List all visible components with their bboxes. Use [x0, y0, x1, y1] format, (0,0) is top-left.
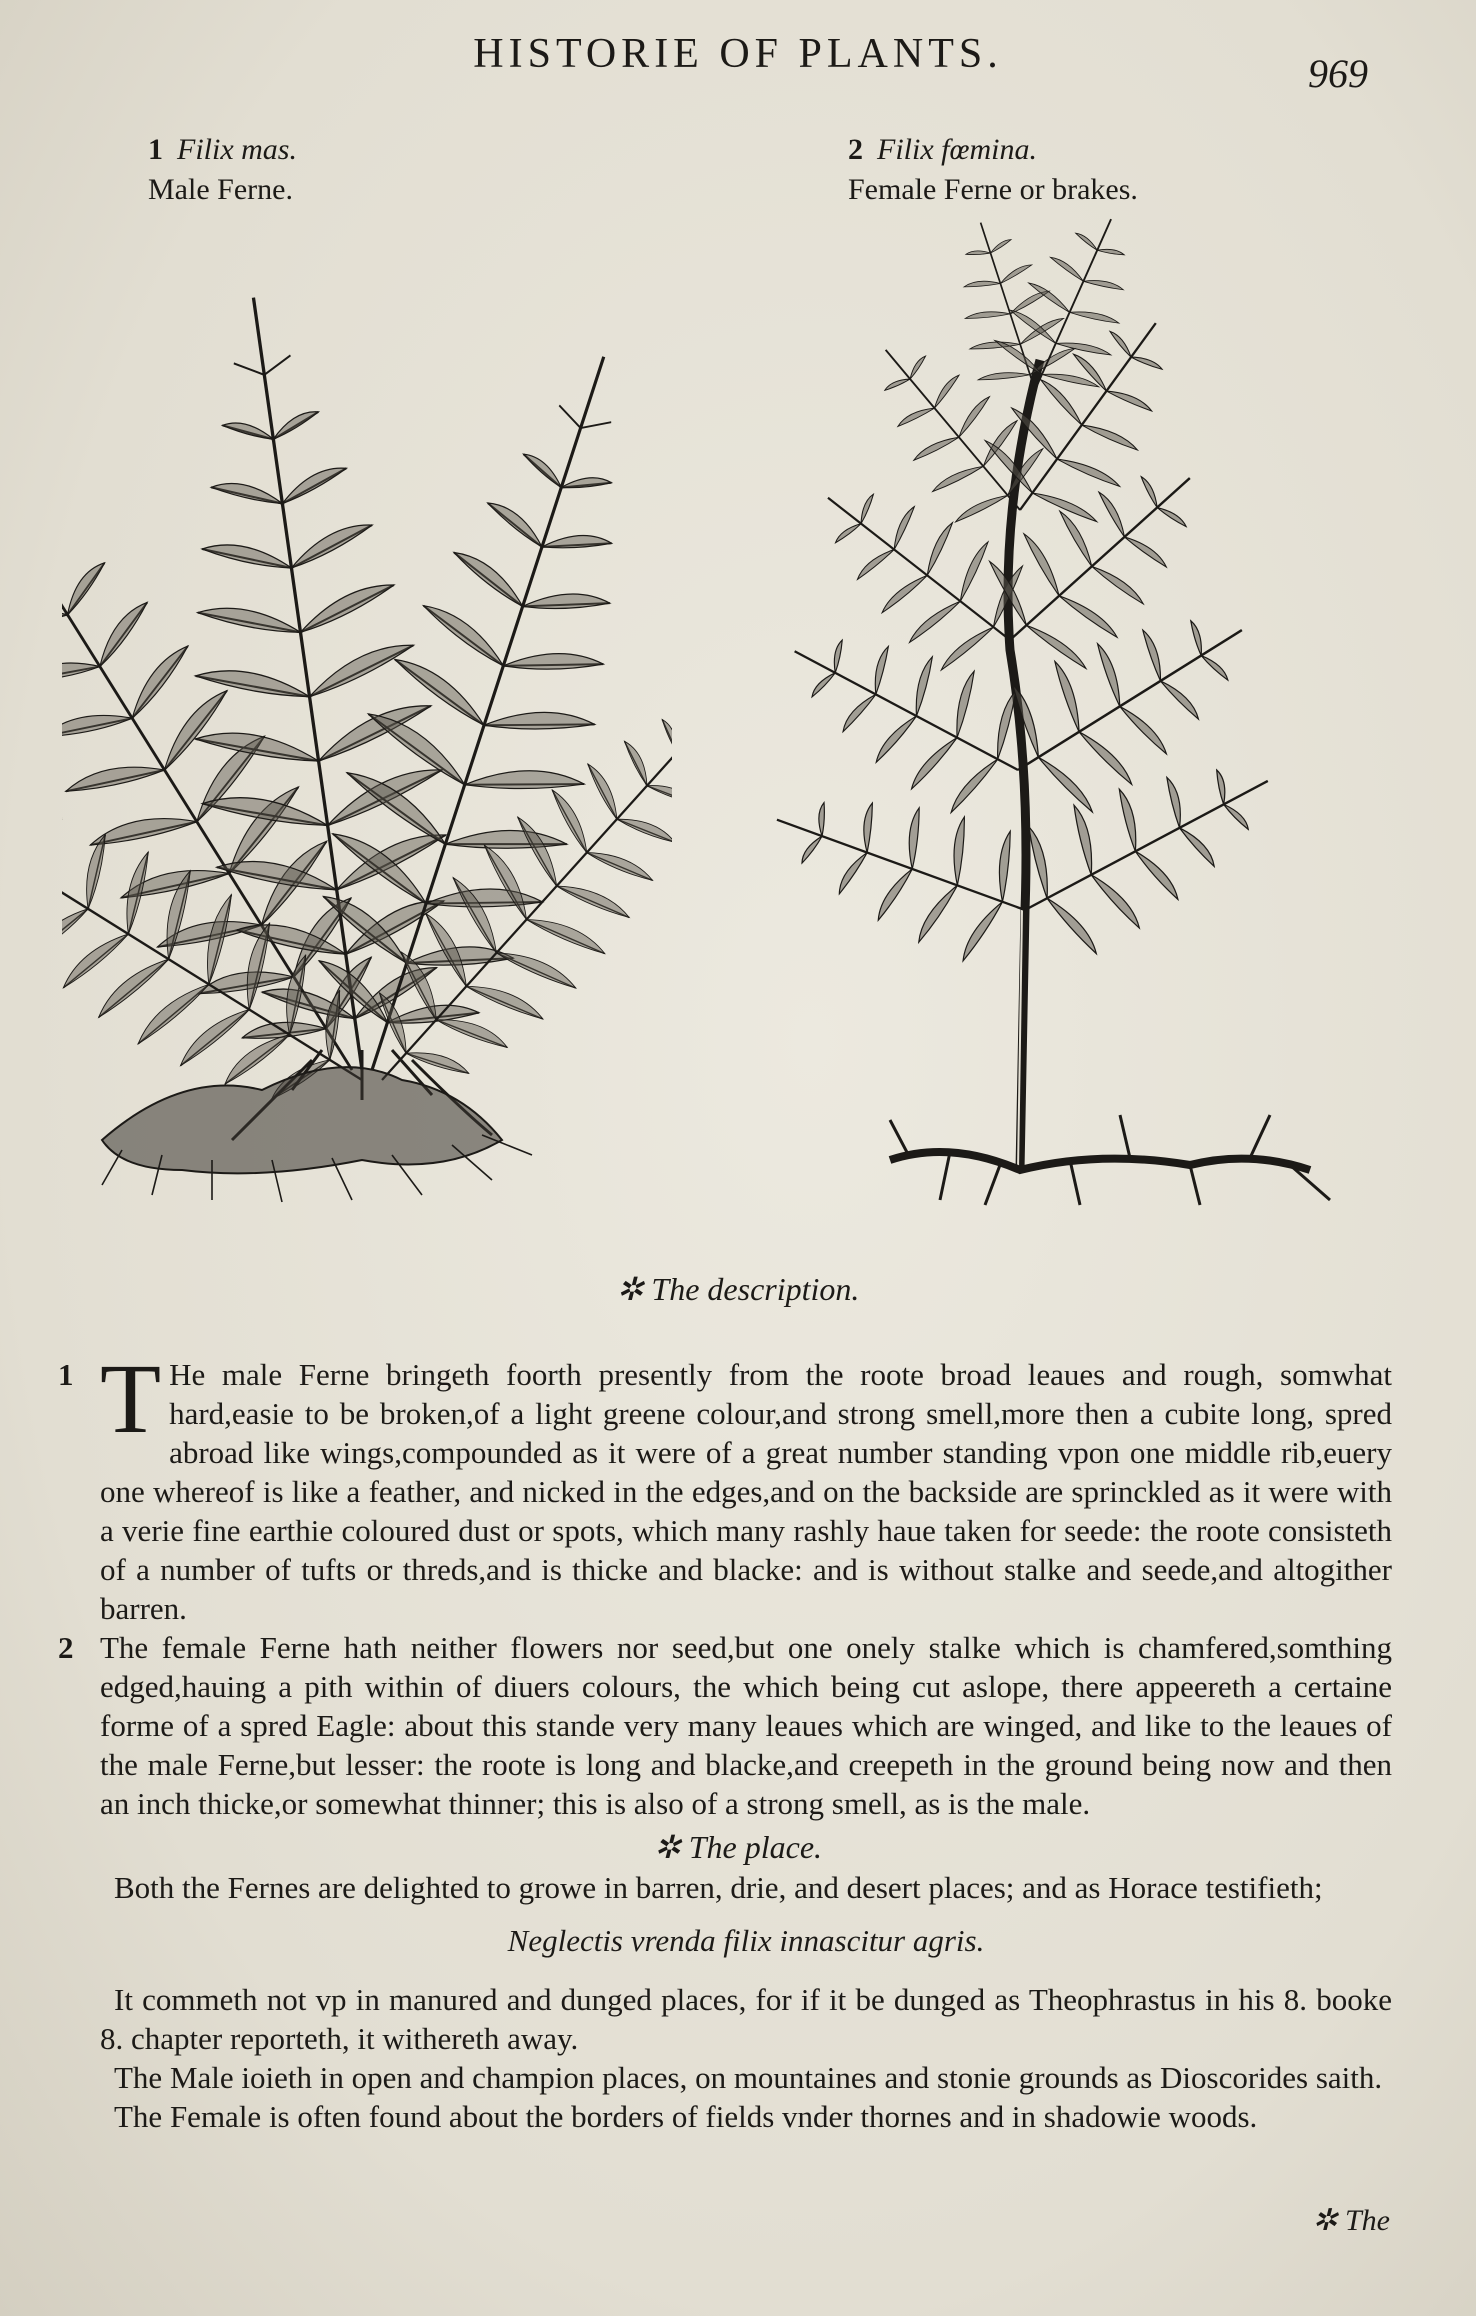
figure-2-caption [848, 130, 1138, 210]
place-text [100, 1868, 1392, 2136]
paragraph-1-text: He male Ferne bringeth foorth presently from the roote broad leaues and rough, somwhat hard,easie to be broken,of a light greene colour,and strong smell,more then a cubite long, spred abroad like wings,compounded as it were of a great number standing vpon one middle rib,euery one whereof is like a feather, and nicked in the edges,and on the backside are sprinckled as it were with a verie fine earthie coloured dust or spots, which many rashly haue taken for seede: the roote consisteth of a number of tufts or threds,and is thicke and blacke: and is without stalke and seede,and altogither barren. [100, 1357, 1392, 1626]
female-fern-illustration [770, 210, 1390, 1220]
paragraph-2-text: The female Ferne hath neither flowers nor seed,but one onely stalke which is chamfered,somthing edged,hauing a pith within of diuers colours, the which being cut aslope, there appeereth a certaine forme of a spred Eagle: about this stande very many leaues which are winged, and like to the leaues of the male Ferne,but lesser: the roote is long and blacke,and creepeth in the ground being now and then an inch thicke,or somewhat thinner; this is also of a strong smell, as is the male. [100, 1630, 1392, 1821]
figure-1-number: 1 [148, 133, 163, 166]
figure-1-caption [148, 130, 297, 210]
catchword: ✲ The [1312, 2204, 1390, 2237]
page-number: 969 [1308, 51, 1368, 96]
male-fern-illustration [62, 210, 672, 1220]
figure-1-english-name: Male Ferne. [148, 173, 293, 206]
description-text [58, 1343, 1392, 1823]
description-heading: ✲ The description. [616, 1271, 860, 1307]
figure-1-latin-name: Filix mas. [177, 133, 297, 166]
place-intro: Both the Fernes are delighted to growe in barren, drie, and desert places; and as Horace testifieth; [114, 1870, 1323, 1905]
running-head: HISTORIE OF PLANTS. [473, 31, 1003, 77]
description-paragraph-2 [58, 1628, 1392, 1823]
description-paragraph-1 [58, 1343, 1392, 1628]
horace-quotation: Neglectis vrenda filix innascitur agris. [507, 1923, 985, 1958]
paragraph-2-number: 2 [58, 1630, 74, 1665]
place-heading: ✲ The place. [653, 1829, 823, 1865]
place-paragraph-3: The Female is often found about the borders of fields vnder thornes and in shadowie woods. [114, 2099, 1258, 2134]
paragraph-1-number: 1 [58, 1357, 74, 1392]
figure-2-latin-name: Filix fœmina. [877, 133, 1037, 166]
drop-capital: T [100, 1343, 162, 1454]
place-paragraph-1: It commeth not vp in manured and dunged places, for if it be dunged as Theophrastus in his 8. booke 8. chapter reporteth, it withereth away. [100, 1982, 1392, 2056]
figure-2-number: 2 [848, 133, 863, 166]
place-paragraph-2: The Male ioieth in open and champion places, on mountaines and stonie grounds as Dioscorides saith. [114, 2060, 1383, 2095]
figure-2-english-name: Female Ferne or brakes. [848, 173, 1138, 206]
